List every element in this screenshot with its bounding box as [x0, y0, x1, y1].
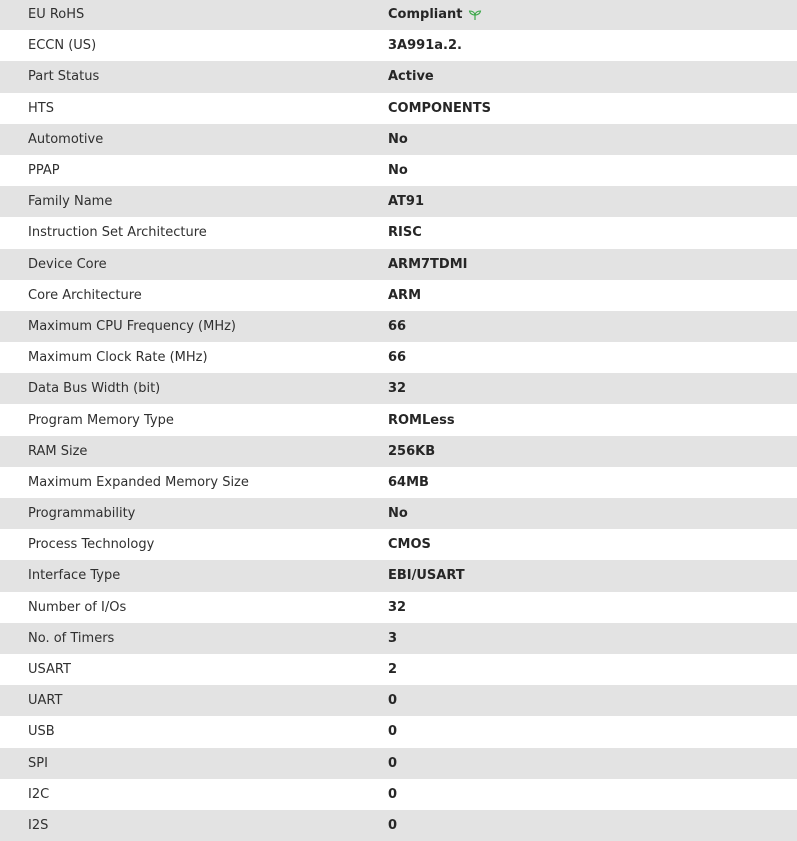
- spec-value: 66: [388, 350, 407, 366]
- spec-label: Process Technology: [28, 537, 155, 553]
- spec-label: Program Memory Type: [28, 412, 174, 428]
- spec-row-number-of-ios: [0, 592, 797, 623]
- spec-label: I2S: [28, 817, 49, 833]
- spec-row-isa: [0, 217, 797, 248]
- spec-label: Instruction Set Architecture: [28, 225, 207, 241]
- spec-value: [388, 7, 482, 22]
- spec-label: Maximum Expanded Memory Size: [28, 474, 249, 490]
- spec-value: 66: [388, 318, 407, 334]
- spec-row-hts: [0, 93, 797, 124]
- spec-value: CMOS: [388, 537, 431, 553]
- spec-label: Part Status: [28, 69, 100, 85]
- spec-row-no-of-timers: [0, 623, 797, 654]
- spec-row-data-bus-width: [0, 373, 797, 404]
- spec-row-automotive: [0, 124, 797, 155]
- spec-label: Programmability: [28, 506, 136, 522]
- spec-value: 0: [388, 693, 398, 709]
- spec-row-ppap: [0, 155, 797, 186]
- spec-label: I2C: [28, 786, 50, 802]
- spec-row-interface-type: [0, 560, 797, 591]
- spec-label: ECCN (US): [28, 38, 97, 54]
- spec-row-family-name: [0, 186, 797, 217]
- spec-label: Core Architecture: [28, 287, 142, 303]
- spec-label: Data Bus Width (bit): [28, 381, 161, 397]
- spec-row-uart: [0, 685, 797, 716]
- spec-label: USB: [28, 724, 55, 740]
- spec-value: 0: [388, 724, 398, 740]
- spec-row-usart: [0, 654, 797, 685]
- spec-value: 0: [388, 786, 398, 802]
- spec-label: Interface Type: [28, 568, 121, 584]
- spec-value: 0: [388, 817, 398, 833]
- spec-row-eccn: [0, 30, 797, 61]
- spec-row-eu-rohs: [0, 0, 797, 30]
- spec-value: Active: [388, 69, 434, 85]
- spec-value: ROMLess: [388, 412, 455, 428]
- spec-row-max-expanded-memory: [0, 467, 797, 498]
- spec-row-i2c: [0, 779, 797, 810]
- spec-label: RAM Size: [28, 443, 88, 459]
- spec-value: RISC: [388, 225, 422, 241]
- spec-row-ram-size: [0, 436, 797, 467]
- spec-value: No: [388, 131, 408, 147]
- spec-value: 0: [388, 755, 398, 771]
- spec-label: Number of I/Os: [28, 599, 127, 615]
- spec-row-core-architecture: [0, 280, 797, 311]
- spec-label: Automotive: [28, 131, 104, 147]
- spec-row-device-core: [0, 249, 797, 280]
- spec-label: USART: [28, 662, 71, 678]
- spec-row-usb: [0, 716, 797, 747]
- spec-label: UART: [28, 693, 63, 709]
- spec-value: COMPONENTS: [388, 100, 491, 116]
- spec-label: HTS: [28, 100, 54, 116]
- spec-row-spi: [0, 748, 797, 779]
- spec-label: Family Name: [28, 194, 113, 210]
- spec-value: ARM: [388, 287, 422, 303]
- spec-row-programmability: [0, 498, 797, 529]
- leaf-icon: [468, 9, 482, 21]
- spec-label: No. of Timers: [28, 630, 115, 646]
- spec-value: 256KB: [388, 443, 436, 459]
- spec-value: 3A991a.2.: [388, 38, 462, 54]
- spec-value: 2: [388, 662, 398, 678]
- spec-label: PPAP: [28, 163, 60, 179]
- spec-value: 32: [388, 599, 407, 615]
- spec-value: No: [388, 506, 408, 522]
- spec-value: EBI/USART: [388, 568, 465, 584]
- spec-value-text: Compliant: [388, 7, 463, 23]
- spec-label: SPI: [28, 755, 48, 771]
- spec-label: Maximum CPU Frequency (MHz): [28, 318, 236, 334]
- spec-value: AT91: [388, 194, 425, 210]
- spec-value: ARM7TDMI: [388, 256, 468, 272]
- spec-value: No: [388, 163, 408, 179]
- spec-row-max-clock-rate: [0, 342, 797, 373]
- spec-row-part-status: [0, 61, 797, 92]
- spec-value: 32: [388, 381, 407, 397]
- spec-value: 3: [388, 630, 398, 646]
- spec-label: Maximum Clock Rate (MHz): [28, 350, 208, 366]
- spec-row-max-cpu-frequency: [0, 311, 797, 342]
- spec-row-program-memory-type: [0, 404, 797, 435]
- spec-label: Device Core: [28, 256, 107, 272]
- spec-row-i2s: [0, 810, 797, 841]
- spec-row-process-technology: [0, 529, 797, 560]
- spec-label: EU RoHS: [28, 7, 85, 23]
- spec-value: 64MB: [388, 474, 429, 490]
